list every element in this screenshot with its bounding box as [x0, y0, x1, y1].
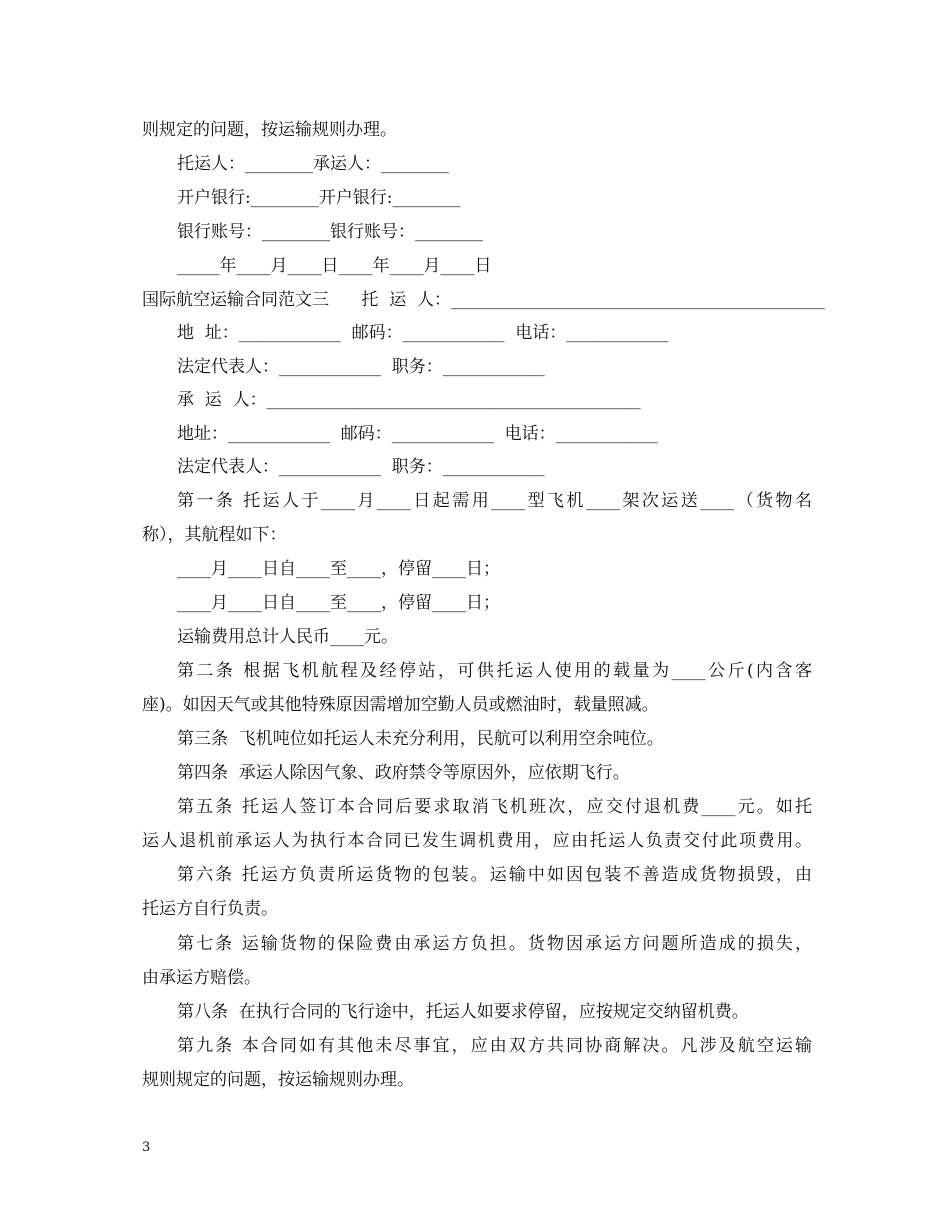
text-line: 地址：____________ 邮码：____________ 电话：____________	[177, 424, 658, 444]
clause-line: 第一条 托运人于____月____日起需用____型飞机____架次运送____（货物名	[177, 491, 812, 511]
clause-line: 第八条 在执行合同的飞行途中，托运人如要求停留，应按规定交纳留机费。	[177, 1002, 749, 1022]
clause-line: 第六条 托运方负责所运货物的包装。运输中如因包装不善造成货物损毁，由	[177, 865, 812, 885]
clause-line: 第四条 承运人除因气象、政府禁令等原因外，应依期飞行。	[177, 763, 630, 783]
clause-line: 称），其航程如下：	[142, 525, 287, 545]
clause-line: 托运方自行负责。	[142, 899, 278, 919]
text-line: 运输费用总计人民币____元。	[177, 627, 398, 647]
clause-line: 座)。如因天气或其他特殊原因需增加空勤人员或燃油时，载量照减。	[142, 695, 659, 715]
text-line: 地 址：____________ 邮码：____________ 电话：____________	[177, 323, 669, 343]
text-line: 开户银行:________开户银行:________	[177, 188, 461, 208]
section-heading-line: 国际航空运输合同范文三 托 运 人：____________________________________________	[142, 290, 826, 310]
text-line: _____年____月____日____年____月____日	[177, 256, 492, 276]
clause-line: 第五条 托运人签订本合同后要求取消飞机班次，应交付退机费____元。如托	[177, 797, 812, 817]
clause-line: 规则规定的问题，按运输规则办理。	[142, 1070, 414, 1090]
clause-line: 第九条 本合同如有其他未尽事宜，应由双方共同协商解决。凡涉及航空运输	[177, 1036, 812, 1056]
clause-line: 运人退机前承运人为执行本合同已发生调机费用，应由托运人负责交付此项费用。	[142, 831, 812, 851]
clause-line: 第七条 运输货物的保险费由承运方负担。货物因承运方问题所造成的损失，	[177, 934, 812, 954]
text-line: ____月____日自____至____，停留____日；	[177, 593, 500, 613]
text-line: ____月____日自____至____，停留____日；	[177, 559, 500, 579]
text-line: 法定代表人：____________ 职务：____________	[177, 357, 545, 377]
clause-line: 第二条 根据飞机航程及经停站，可供托运人使用的载量为____公斤(内含客	[177, 661, 812, 681]
text-line: 则规定的问题，按运输规则办理。	[142, 120, 397, 140]
page-number: 3	[142, 1140, 151, 1155]
clause-line: 第三条 飞机吨位如托运人未充分利用，民航可以利用空余吨位。	[177, 729, 664, 749]
text-line: 承 运 人：____________________________________________	[177, 390, 641, 410]
clause-line: 由承运方赔偿。	[142, 968, 261, 988]
text-line: 托运人：________承运人：________	[177, 154, 449, 174]
text-line: 银行账号：________银行账号：________	[177, 222, 483, 242]
text-line: 法定代表人：____________ 职务：____________	[177, 457, 545, 477]
